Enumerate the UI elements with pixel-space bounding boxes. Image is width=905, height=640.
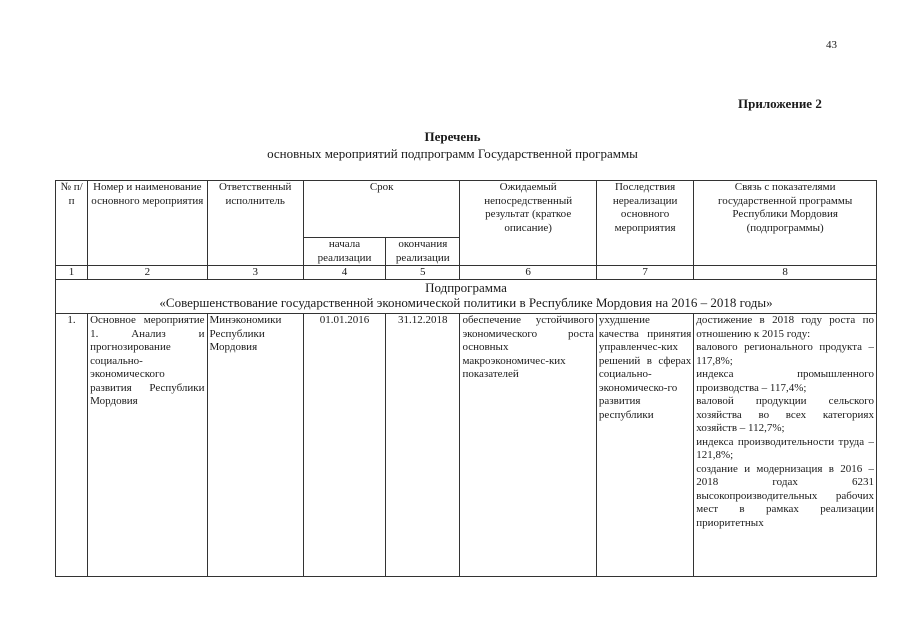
header-term-start: начала реализации	[303, 238, 385, 266]
row-name: Основное мероприятие 1. Анализ и прогнозирование социально-экономического развития Республики Мордовия	[88, 314, 207, 577]
column-number: 8	[694, 266, 877, 280]
row-num: 1.	[56, 314, 88, 577]
header-result: Ожидаемый непосредственный результат (краткое описание)	[460, 181, 596, 266]
column-number: 1	[56, 266, 88, 280]
header-consequences: Последствия нереализации основного мероприятия	[596, 181, 693, 266]
indicator-line: создание и модернизация в 2016 – 2018 годах 6231 высокопроизводительных рабочих мест в рамках реализации приоритетных	[696, 462, 874, 529]
column-number: 2	[88, 266, 207, 280]
document-subtitle: основных мероприятий подпрограмм Государственной программы	[267, 146, 638, 161]
subprogram-name: «Совершенствование государственной экономической политики в Республике Мордовия на 2016 – 2018 годы»	[159, 295, 773, 310]
column-number: 4	[303, 266, 385, 280]
table-row	[56, 314, 877, 577]
indicator-line: валовой продукции сельского хозяйства во всех категориях хозяйств – 112,7%;	[696, 395, 874, 434]
header-link: Связь с показателями государственной программы Республики Мордовия (подпрограммы)	[694, 181, 877, 266]
row-consequences: ухудшение качества принятия управленчес-ких решений в сферах социально-экономическо-го развития республики	[596, 314, 693, 577]
header-term-end: окончания реализации	[386, 238, 460, 266]
header-executor: Ответственный исполнитель	[207, 181, 303, 266]
indicator-line: валового регионального продукта – 117,8%;	[696, 341, 874, 367]
header-name: Номер и наименование основного мероприятия	[88, 181, 207, 266]
row-start-date: 01.01.2016	[303, 314, 385, 577]
header-row	[56, 181, 877, 238]
document-title: Перечень	[424, 129, 481, 144]
column-number: 3	[207, 266, 303, 280]
column-number: 5	[386, 266, 460, 280]
subprogram-row	[56, 280, 877, 314]
column-number: 7	[596, 266, 693, 280]
indicator-line: достижение в 2018 году роста по отношению к 2015 году:	[696, 314, 874, 340]
subprogram-cell	[56, 280, 877, 314]
row-result: обеспечение устойчивого экономического роста основных макроэкономичес-ких показателей	[460, 314, 596, 577]
row-end-date: 31.12.2018	[386, 314, 460, 577]
column-number-row	[56, 266, 877, 280]
column-number: 6	[460, 266, 596, 280]
subprogram-label: Подпрограмма	[425, 280, 507, 295]
header-term: Срок	[303, 181, 460, 238]
appendix-label: Приложение 2	[738, 96, 822, 111]
indicator-line: индекса производительности труда – 121,8%;	[696, 435, 874, 461]
row-indicators	[694, 314, 877, 577]
header-num: № п/п	[56, 181, 88, 266]
page-number: 43	[826, 39, 837, 51]
measures-table	[55, 180, 877, 577]
indicator-line: индекса промышленного производства – 117,4%;	[696, 368, 874, 394]
row-executor: Минэкономики Республики Мордовия	[207, 314, 303, 577]
